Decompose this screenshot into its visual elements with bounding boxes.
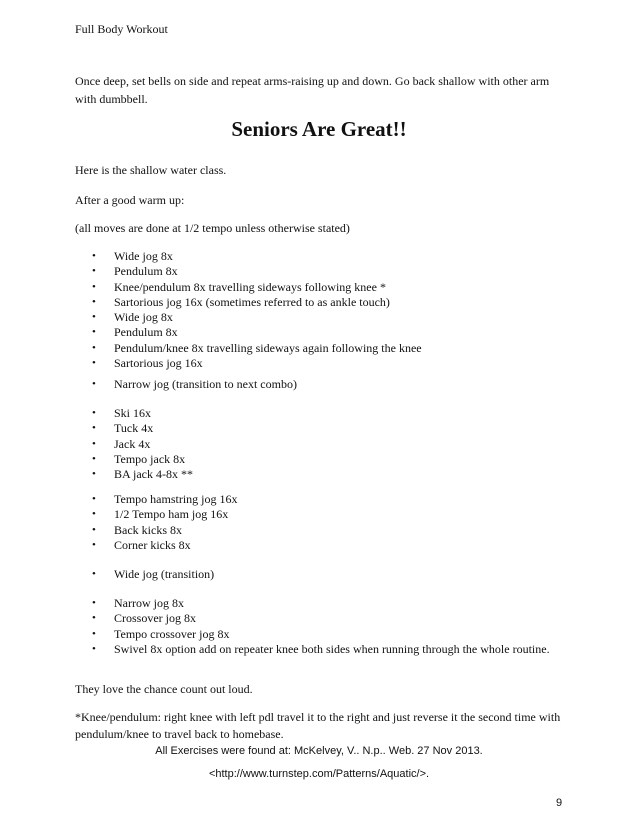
citation-line-2: <http://www.turnstep.com/Patterns/Aquatic/>.	[208, 768, 430, 780]
paragraph-warm-up: After a good warm up:	[75, 193, 185, 207]
list-item: • Tempo crossover jog 8x	[0, 627, 554, 642]
list-item: • Corner kicks 8x	[0, 538, 554, 553]
list-item: • Sartorious jog 16x (sometimes referred to as ankle touch)	[0, 295, 554, 310]
list-item: • Pendulum 8x	[0, 264, 554, 279]
list-item: • Tuck 4x	[0, 421, 554, 436]
list-item: • Narrow jog (transition to next combo)	[0, 377, 554, 392]
exercise-list-crossover	[0, 596, 638, 657]
list-item: • Pendulum/knee 8x travelling sideways again following the knee	[0, 341, 554, 356]
paragraph-tempo-note: (all moves are done at 1/2 tempo unless otherwise stated)	[75, 221, 350, 235]
page-number: 9	[556, 797, 563, 809]
list-item: • Knee/pendulum 8x travelling sideways following knee *	[0, 280, 554, 295]
page-title: Seniors Are Great!!	[231, 117, 407, 141]
list-item: • Wide jog 8x	[0, 310, 554, 325]
list-item: • Tempo hamstring jog 16x	[0, 492, 554, 507]
list-item: • Pendulum 8x	[0, 325, 554, 340]
exercise-list-transition-1	[0, 377, 638, 392]
exercise-list-jacks	[0, 406, 638, 482]
running-header: Full Body Workout	[75, 22, 168, 36]
list-item: • Tempo jack 8x	[0, 452, 554, 467]
paragraph-shallow-class: Here is the shallow water class.	[75, 163, 227, 177]
exercise-list-hamstring	[0, 492, 638, 553]
paragraph-footnote: *Knee/pendulum: right knee with left pdl travel it to the right and just reverse it the second time with pendulum/knee to travel back to homebase.	[75, 710, 561, 741]
list-item: • Sartorious jog 16x	[0, 356, 554, 371]
list-item: • Jack 4x	[0, 437, 554, 452]
exercise-list-warmup-combo	[0, 249, 638, 371]
exercise-list-transition-2	[0, 567, 638, 582]
citation-line-1: All Exercises were found at: McKelvey, V.. N.p.. Web. 27 Nov 2013.	[155, 745, 483, 757]
paragraph-closing: They love the chance count out loud.	[75, 682, 253, 696]
list-item: • Wide jog 8x	[0, 249, 554, 264]
list-item: • 1/2 Tempo ham jog 16x	[0, 507, 554, 522]
list-item: • Back kicks 8x	[0, 523, 554, 538]
list-item: • Swivel 8x option add on repeater knee both sides when running through the whole routine.	[0, 642, 554, 657]
list-item: • BA jack 4-8x **	[0, 467, 554, 482]
list-item: • Narrow jog 8x	[0, 596, 554, 611]
list-item: • Ski 16x	[0, 406, 554, 421]
list-item: • Crossover jog 8x	[0, 611, 554, 626]
list-item: • Wide jog (transition)	[0, 567, 554, 582]
intro-paragraph: Once deep, set bells on side and repeat arms-raising up and down. Go back shallow with other arm with dumbbell.	[75, 74, 550, 106]
